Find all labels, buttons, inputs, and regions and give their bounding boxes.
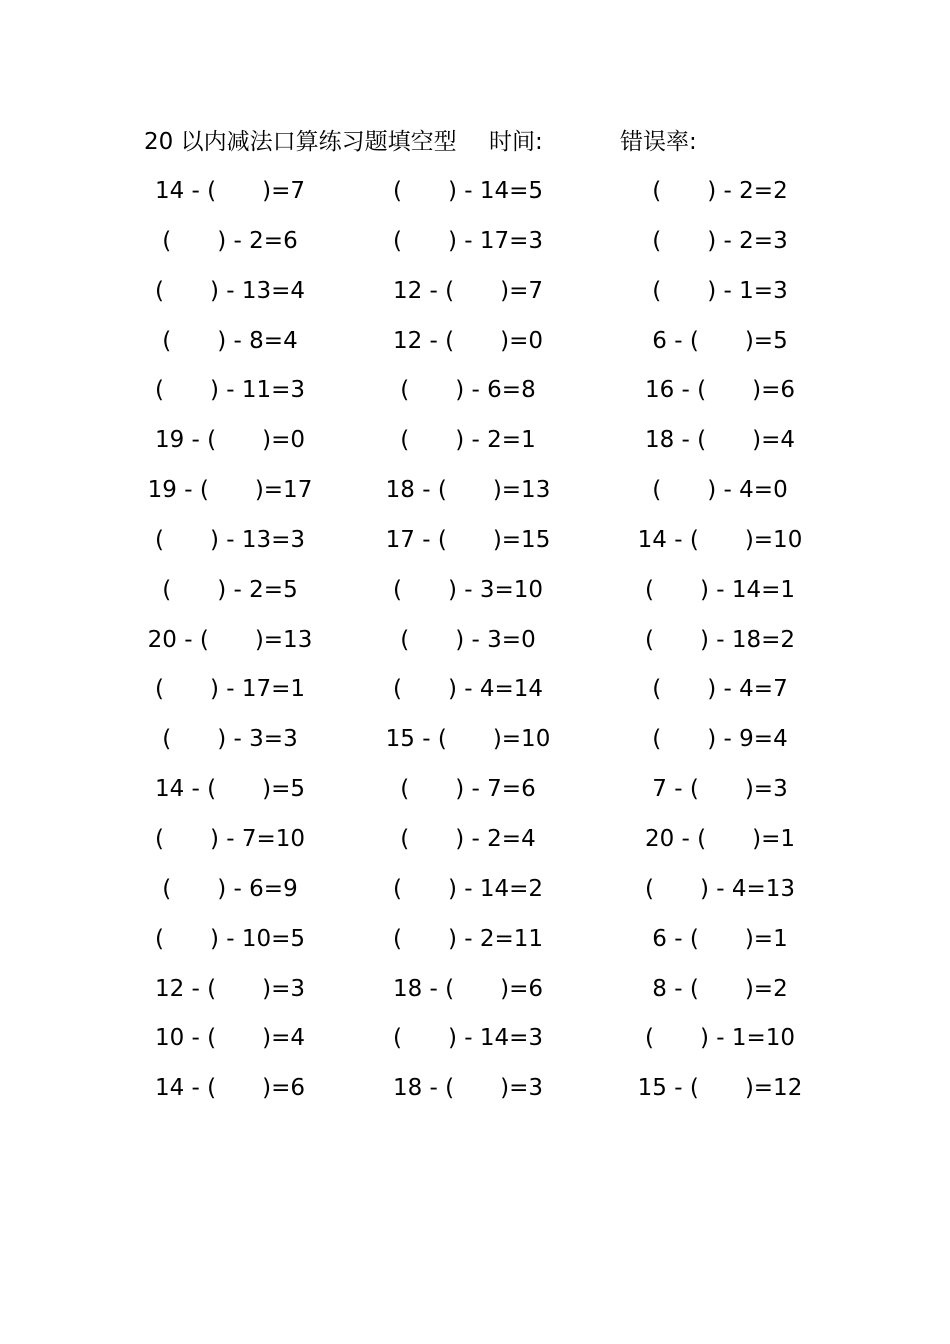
problem-row: [0, 275, 950, 325]
subtraction-problem: ( ) - 2=5: [162, 576, 298, 603]
subtraction-problem: ( ) - 4=0: [652, 477, 788, 504]
subtraction-problem: ( ) - 14=1: [644, 576, 796, 603]
problem-row: [0, 574, 950, 624]
problem-row: [0, 374, 950, 424]
subtraction-problem: ( ) - 6=9: [162, 875, 298, 902]
problem-row: [0, 225, 950, 275]
subtraction-problem: 7 - ( )=3: [652, 776, 788, 803]
subtraction-problem: ( ) - 9=4: [652, 726, 788, 753]
subtraction-problem: ( ) - 3=0: [400, 626, 536, 653]
subtraction-problem: ( ) - 6=8: [400, 377, 536, 404]
subtraction-problem: ( ) - 7=6: [400, 776, 536, 803]
subtraction-problem: ( ) - 4=14: [392, 676, 544, 703]
subtraction-problem: ( ) - 3=10: [392, 576, 544, 603]
subtraction-problem: ( ) - 3=3: [162, 726, 298, 753]
worksheet-title: 20 以内减法口算练习题填空型: [144, 129, 457, 155]
worksheet-header: [144, 126, 844, 158]
subtraction-problem: 12 - ( )=7: [392, 277, 544, 304]
subtraction-problem: ( ) - 2=1: [400, 427, 536, 454]
subtraction-problem: ( ) - 11=3: [154, 377, 306, 404]
problem-row: [0, 624, 950, 674]
subtraction-problem: 12 - ( )=3: [154, 975, 306, 1002]
subtraction-problem: 6 - ( )=5: [652, 327, 788, 354]
subtraction-problem: ( ) - 2=2: [652, 178, 788, 204]
subtraction-problem: 14 - ( )=10: [637, 526, 803, 553]
problem-grid: [0, 175, 950, 1122]
subtraction-problem: ( ) - 1=10: [644, 1025, 796, 1052]
time-label: 时间:: [489, 129, 543, 155]
problem-row: [0, 923, 950, 973]
subtraction-problem: 19 - ( )=17: [147, 477, 313, 504]
subtraction-problem: 19 - ( )=0: [154, 427, 306, 454]
problem-row: [0, 424, 950, 474]
subtraction-problem: 14 - ( )=5: [154, 776, 306, 803]
subtraction-problem: ( ) - 7=10: [154, 825, 306, 852]
problem-row: [0, 1022, 950, 1072]
subtraction-problem: 20 - ( )=13: [147, 626, 313, 653]
subtraction-problem: 6 - ( )=1: [652, 925, 788, 952]
subtraction-problem: ( ) - 1=3: [652, 277, 788, 304]
subtraction-problem: ( ) - 2=3: [652, 227, 788, 254]
subtraction-problem: 14 - ( )=6: [154, 1075, 306, 1102]
subtraction-problem: 14 - ( )=7: [154, 178, 306, 204]
subtraction-problem: ( ) - 17=3: [392, 227, 544, 254]
subtraction-problem: ( ) - 2=11: [392, 925, 544, 952]
subtraction-problem: 18 - ( )=13: [385, 477, 551, 504]
subtraction-problem: ( ) - 2=4: [400, 825, 536, 852]
subtraction-problem: ( ) - 14=3: [392, 1025, 544, 1052]
problem-row: [0, 773, 950, 823]
problem-row: [0, 973, 950, 1023]
subtraction-problem: 15 - ( )=10: [385, 726, 551, 753]
problem-row: [0, 474, 950, 524]
subtraction-problem: ( ) - 13=4: [154, 277, 306, 304]
subtraction-problem: 18 - ( )=4: [644, 427, 796, 454]
error-rate-label: 错误率:: [620, 129, 697, 155]
subtraction-problem: 15 - ( )=12: [637, 1075, 803, 1102]
problem-row: [0, 524, 950, 574]
subtraction-problem: ( ) - 4=13: [644, 875, 796, 902]
subtraction-problem: 18 - ( )=6: [392, 975, 544, 1002]
subtraction-problem: ( ) - 13=3: [154, 526, 306, 553]
subtraction-problem: ( ) - 17=1: [154, 676, 306, 703]
subtraction-problem: ( ) - 10=5: [154, 925, 306, 952]
problem-row: [0, 723, 950, 773]
problem-row: [0, 873, 950, 923]
problem-row: [0, 673, 950, 723]
subtraction-problem: 12 - ( )=0: [392, 327, 544, 354]
problem-row: [0, 175, 950, 225]
subtraction-problem: 20 - ( )=1: [644, 825, 796, 852]
subtraction-problem: 18 - ( )=3: [392, 1075, 544, 1102]
subtraction-problem: 10 - ( )=4: [154, 1025, 306, 1052]
problem-row: [0, 1072, 950, 1122]
problem-row: [0, 325, 950, 375]
subtraction-problem: ( ) - 14=5: [392, 178, 544, 204]
subtraction-problem: ( ) - 8=4: [162, 327, 298, 354]
subtraction-problem: ( ) - 14=2: [392, 875, 544, 902]
subtraction-problem: ( ) - 2=6: [162, 227, 298, 254]
subtraction-problem: 16 - ( )=6: [644, 377, 796, 404]
problem-row: [0, 823, 950, 873]
subtraction-problem: ( ) - 18=2: [644, 626, 796, 653]
subtraction-problem: 8 - ( )=2: [652, 975, 788, 1002]
subtraction-problem: 17 - ( )=15: [385, 526, 551, 553]
subtraction-problem: ( ) - 4=7: [652, 676, 788, 703]
